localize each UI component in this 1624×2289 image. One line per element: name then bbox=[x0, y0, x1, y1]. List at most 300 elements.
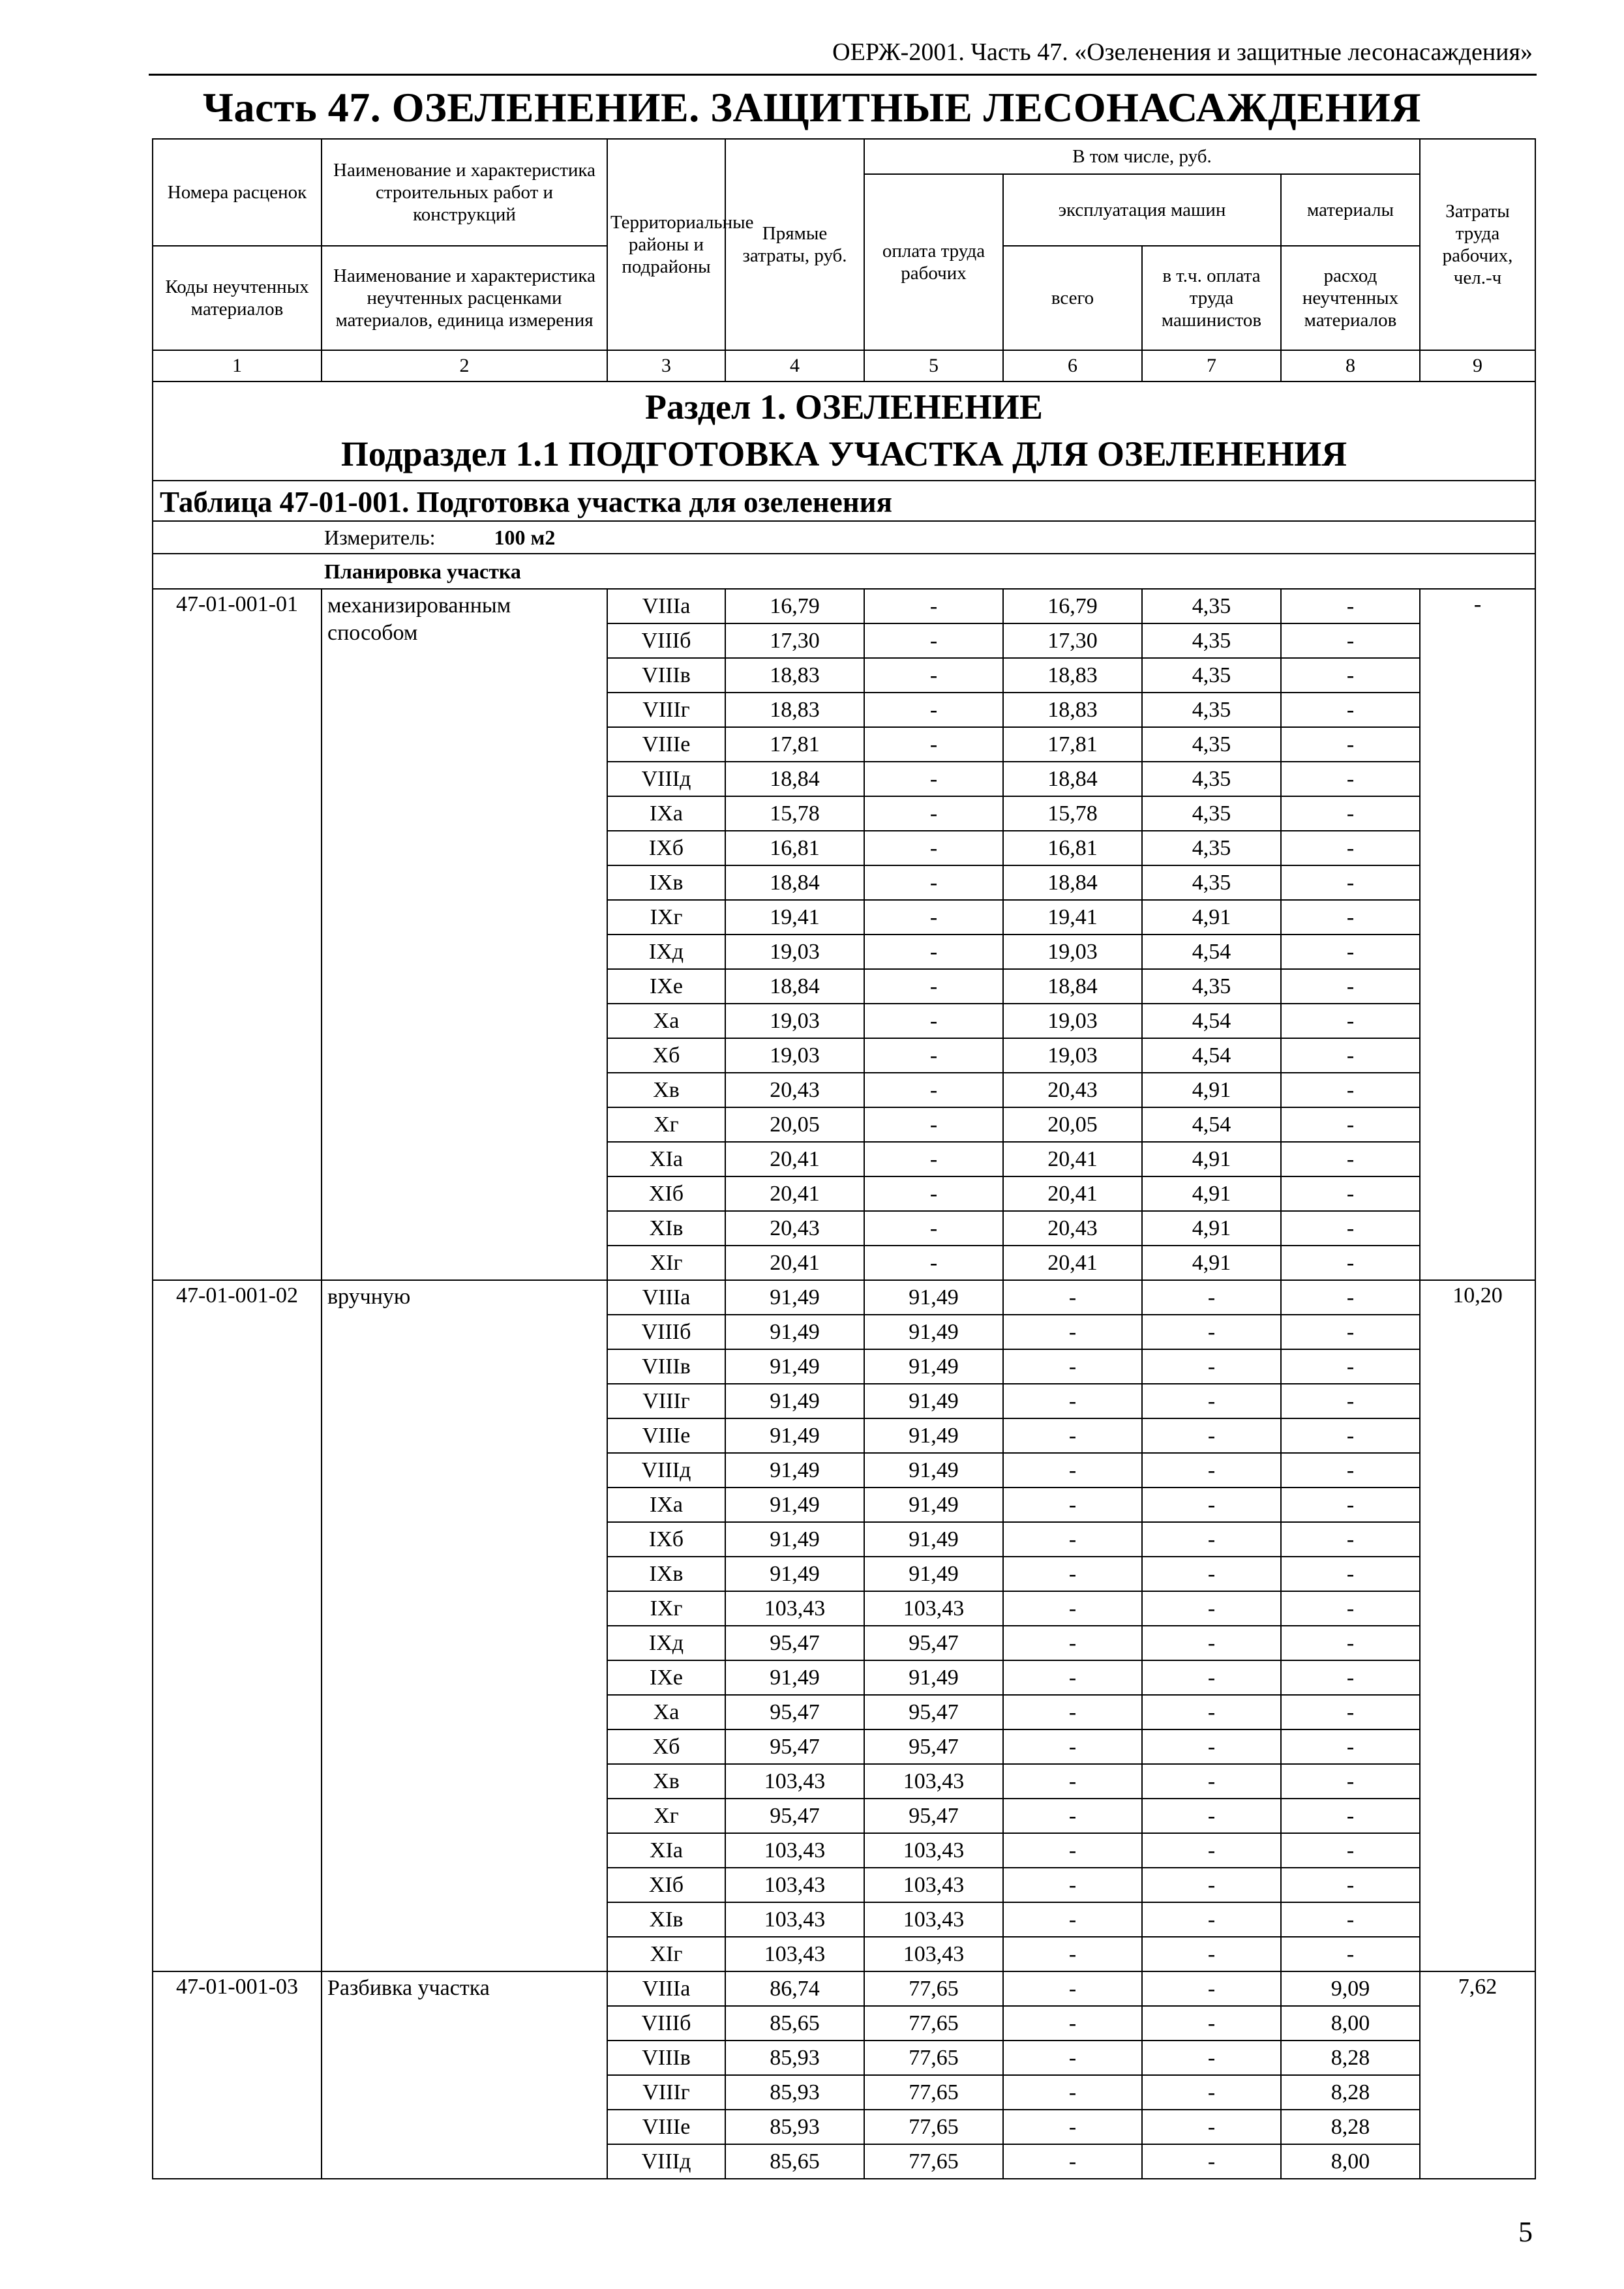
machines-cell: 18,84 bbox=[1003, 969, 1142, 1004]
materials-cell: - bbox=[1281, 589, 1420, 623]
table-row bbox=[153, 1971, 1535, 2006]
machinist-wages-cell: 4,35 bbox=[1142, 969, 1281, 1004]
direct-cost-cell: 91,49 bbox=[725, 1349, 864, 1384]
wages-cell: 91,49 bbox=[864, 1557, 1003, 1591]
materials-cell: 8,28 bbox=[1281, 2041, 1420, 2075]
materials-cell: - bbox=[1281, 865, 1420, 900]
machines-cell: - bbox=[1003, 2006, 1142, 2041]
materials-cell: - bbox=[1281, 1211, 1420, 1246]
direct-cost-cell: 91,49 bbox=[725, 1453, 864, 1488]
machinist-wages-cell: - bbox=[1142, 1971, 1281, 2006]
materials-cell: - bbox=[1281, 1315, 1420, 1349]
machinist-wages-cell: 4,35 bbox=[1142, 796, 1281, 831]
machines-cell: - bbox=[1003, 2144, 1142, 2179]
direct-cost-cell: 85,93 bbox=[725, 2075, 864, 2110]
materials-cell: - bbox=[1281, 727, 1420, 762]
district-cell: VIIIб bbox=[607, 1315, 725, 1349]
machines-cell: 17,81 bbox=[1003, 727, 1142, 762]
direct-cost-cell: 95,47 bbox=[725, 1799, 864, 1833]
wages-cell: 91,49 bbox=[864, 1418, 1003, 1453]
machines-cell: 15,78 bbox=[1003, 796, 1142, 831]
machinist-wages-cell: - bbox=[1142, 1591, 1281, 1626]
materials-cell: - bbox=[1281, 1660, 1420, 1695]
materials-cell: - bbox=[1281, 1349, 1420, 1384]
machines-cell: 18,84 bbox=[1003, 762, 1142, 796]
materials-cell: - bbox=[1281, 762, 1420, 796]
district-cell: IXа bbox=[607, 1488, 725, 1522]
machinist-wages-cell: 4,35 bbox=[1142, 762, 1281, 796]
machines-cell: 16,81 bbox=[1003, 831, 1142, 865]
direct-cost-cell: 15,78 bbox=[725, 796, 864, 831]
header-material-names: Наименование и характеристика неучтенных расценками материалов, единица измерения bbox=[322, 246, 607, 350]
machines-cell: - bbox=[1003, 1799, 1142, 1833]
machinist-wages-cell: - bbox=[1142, 1937, 1281, 1971]
column-number: 6 bbox=[1003, 350, 1142, 382]
district-cell: Xв bbox=[607, 1764, 725, 1799]
district-cell: XIа bbox=[607, 1833, 725, 1868]
machinist-wages-cell: - bbox=[1142, 1799, 1281, 1833]
machinist-wages-cell: - bbox=[1142, 1453, 1281, 1488]
wages-cell: 103,43 bbox=[864, 1833, 1003, 1868]
wages-cell: - bbox=[864, 727, 1003, 762]
machines-cell: - bbox=[1003, 1418, 1142, 1453]
wages-cell: 77,65 bbox=[864, 2006, 1003, 2041]
machines-cell: 20,05 bbox=[1003, 1107, 1142, 1142]
machinist-wages-cell: - bbox=[1142, 1660, 1281, 1695]
district-cell: IXв bbox=[607, 1557, 725, 1591]
direct-cost-cell: 17,81 bbox=[725, 727, 864, 762]
materials-cell: - bbox=[1281, 1902, 1420, 1937]
column-number: 8 bbox=[1281, 350, 1420, 382]
direct-cost-cell: 19,03 bbox=[725, 1004, 864, 1038]
machinist-wages-cell: 4,35 bbox=[1142, 623, 1281, 658]
column-number: 9 bbox=[1420, 350, 1535, 382]
district-cell: IXд bbox=[607, 935, 725, 969]
district-cell: VIIIа bbox=[607, 589, 725, 623]
machinist-wages-cell: - bbox=[1142, 1384, 1281, 1418]
machines-cell: - bbox=[1003, 1971, 1142, 2006]
machines-cell: - bbox=[1003, 1280, 1142, 1315]
materials-cell: - bbox=[1281, 1729, 1420, 1764]
direct-cost-cell: 19,03 bbox=[725, 935, 864, 969]
wages-cell: 103,43 bbox=[864, 1937, 1003, 1971]
materials-cell: 8,28 bbox=[1281, 2075, 1420, 2110]
materials-cell: 9,09 bbox=[1281, 1971, 1420, 2006]
wages-cell: 95,47 bbox=[864, 1626, 1003, 1660]
header-materials: материалы bbox=[1281, 174, 1420, 246]
machinist-wages-cell: - bbox=[1142, 2110, 1281, 2144]
district-cell: VIIIд bbox=[607, 1453, 725, 1488]
machines-cell: - bbox=[1003, 1315, 1142, 1349]
machines-cell: - bbox=[1003, 1660, 1142, 1695]
wages-cell: - bbox=[864, 762, 1003, 796]
wages-cell: 91,49 bbox=[864, 1280, 1003, 1315]
machinist-wages-cell: - bbox=[1142, 2075, 1281, 2110]
rate-code: 47-01-001-01 bbox=[153, 589, 322, 1280]
machinist-wages-cell: - bbox=[1142, 1349, 1281, 1384]
direct-cost-cell: 95,47 bbox=[725, 1729, 864, 1764]
direct-cost-cell: 16,81 bbox=[725, 831, 864, 865]
machines-cell: - bbox=[1003, 1591, 1142, 1626]
machines-cell: 20,43 bbox=[1003, 1211, 1142, 1246]
direct-cost-cell: 85,65 bbox=[725, 2144, 864, 2179]
materials-cell: - bbox=[1281, 1557, 1420, 1591]
running-header: ОЕРЖ-2001. Часть 47. «Озеленения и защитные лесонасаждения» bbox=[832, 38, 1533, 66]
wages-cell: 91,49 bbox=[864, 1453, 1003, 1488]
materials-cell: - bbox=[1281, 1591, 1420, 1626]
materials-cell: - bbox=[1281, 969, 1420, 1004]
wages-cell: 103,43 bbox=[864, 1591, 1003, 1626]
machines-cell: 18,83 bbox=[1003, 658, 1142, 693]
rates-table-container bbox=[152, 138, 1535, 2179]
materials-cell: - bbox=[1281, 796, 1420, 831]
materials-cell: - bbox=[1281, 1176, 1420, 1211]
district-cell: VIIIе bbox=[607, 1418, 725, 1453]
direct-cost-cell: 91,49 bbox=[725, 1384, 864, 1418]
district-cell: XIв bbox=[607, 1902, 725, 1937]
materials-cell: - bbox=[1281, 693, 1420, 727]
machines-cell: - bbox=[1003, 1729, 1142, 1764]
machinist-wages-cell: 4,35 bbox=[1142, 693, 1281, 727]
machinist-wages-cell: 4,91 bbox=[1142, 1073, 1281, 1107]
district-cell: Xб bbox=[607, 1729, 725, 1764]
machinist-wages-cell: - bbox=[1142, 1488, 1281, 1522]
machines-cell: 20,41 bbox=[1003, 1176, 1142, 1211]
rate-name: Разбивка участка bbox=[322, 1971, 607, 2179]
district-cell: IXд bbox=[607, 1626, 725, 1660]
machinist-wages-cell: 4,54 bbox=[1142, 935, 1281, 969]
machines-cell: 19,41 bbox=[1003, 900, 1142, 935]
materials-cell: - bbox=[1281, 935, 1420, 969]
subsection-title: Подраздел 1.1 ПОДГОТОВКА УЧАСТКА ДЛЯ ОЗЕЛЕНЕНИЯ bbox=[340, 434, 1347, 473]
materials-cell: - bbox=[1281, 900, 1420, 935]
district-cell: VIIIг bbox=[607, 1384, 725, 1418]
direct-cost-cell: 19,41 bbox=[725, 900, 864, 935]
machinist-wages-cell: - bbox=[1142, 1626, 1281, 1660]
district-cell: IXг bbox=[607, 900, 725, 935]
materials-cell: - bbox=[1281, 1107, 1420, 1142]
machinist-wages-cell: - bbox=[1142, 1833, 1281, 1868]
column-number: 1 bbox=[153, 350, 322, 382]
district-cell: VIIIб bbox=[607, 623, 725, 658]
district-cell: VIIIг bbox=[607, 693, 725, 727]
district-cell: VIIIе bbox=[607, 2110, 725, 2144]
part-title: Часть 47. ОЗЕЛЕНЕНИЕ. ЗАЩИТНЫЕ ЛЕСОНАСАЖДЕНИЯ bbox=[203, 84, 1421, 130]
wages-cell: - bbox=[864, 1038, 1003, 1073]
page-number: 5 bbox=[1518, 2216, 1533, 2248]
materials-cell: - bbox=[1281, 1488, 1420, 1522]
materials-cell: - bbox=[1281, 1280, 1420, 1315]
wages-cell: - bbox=[864, 935, 1003, 969]
table-row bbox=[153, 589, 1535, 623]
district-cell: VIIIв bbox=[607, 2041, 725, 2075]
direct-cost-cell: 19,03 bbox=[725, 1038, 864, 1073]
machines-cell: - bbox=[1003, 2041, 1142, 2075]
direct-cost-cell: 91,49 bbox=[725, 1522, 864, 1557]
direct-cost-cell: 85,93 bbox=[725, 2041, 864, 2075]
machines-cell: - bbox=[1003, 1833, 1142, 1868]
wages-cell: - bbox=[864, 658, 1003, 693]
machinist-wages-cell: - bbox=[1142, 1695, 1281, 1729]
materials-cell: 8,28 bbox=[1281, 2110, 1420, 2144]
materials-cell: - bbox=[1281, 1038, 1420, 1073]
machines-cell: 16,79 bbox=[1003, 589, 1142, 623]
machines-cell: 20,41 bbox=[1003, 1246, 1142, 1280]
direct-cost-cell: 103,43 bbox=[725, 1937, 864, 1971]
machinist-wages-cell: 4,35 bbox=[1142, 865, 1281, 900]
machines-cell: - bbox=[1003, 1384, 1142, 1418]
wages-cell: 77,65 bbox=[864, 2075, 1003, 2110]
materials-cell: - bbox=[1281, 1522, 1420, 1557]
direct-cost-cell: 20,41 bbox=[725, 1142, 864, 1176]
district-cell: IXе bbox=[607, 969, 725, 1004]
machinist-wages-cell: - bbox=[1142, 1418, 1281, 1453]
machines-cell: 19,03 bbox=[1003, 1004, 1142, 1038]
district-cell: IXб bbox=[607, 1522, 725, 1557]
district-cell: VIIIд bbox=[607, 762, 725, 796]
district-cell: Xг bbox=[607, 1107, 725, 1142]
machines-cell: - bbox=[1003, 1764, 1142, 1799]
district-cell: IXг bbox=[607, 1591, 725, 1626]
machinist-wages-cell: - bbox=[1142, 1315, 1281, 1349]
wages-cell: 103,43 bbox=[864, 1868, 1003, 1902]
materials-cell: - bbox=[1281, 831, 1420, 865]
machines-cell: 19,03 bbox=[1003, 935, 1142, 969]
materials-cell: 8,00 bbox=[1281, 2144, 1420, 2179]
district-cell: VIIIд bbox=[607, 2144, 725, 2179]
wages-cell: 103,43 bbox=[864, 1902, 1003, 1937]
materials-cell: - bbox=[1281, 1937, 1420, 1971]
wages-cell: 77,65 bbox=[864, 2144, 1003, 2179]
direct-cost-cell: 85,93 bbox=[725, 2110, 864, 2144]
wages-cell: 91,49 bbox=[864, 1488, 1003, 1522]
wages-cell: - bbox=[864, 1211, 1003, 1246]
machinist-wages-cell: 4,54 bbox=[1142, 1004, 1281, 1038]
direct-cost-cell: 91,49 bbox=[725, 1557, 864, 1591]
header-worker-wages: оплата труда рабочих bbox=[864, 174, 1003, 350]
materials-cell: - bbox=[1281, 1833, 1420, 1868]
district-cell: XIг bbox=[607, 1937, 725, 1971]
direct-cost-cell: 18,84 bbox=[725, 762, 864, 796]
column-number: 2 bbox=[322, 350, 607, 382]
header-territorial-districts: Территориальные районы и подрайоны bbox=[607, 139, 725, 350]
machines-cell: 19,03 bbox=[1003, 1038, 1142, 1073]
district-cell: XIг bbox=[607, 1246, 725, 1280]
header-including: В том числе, руб. bbox=[864, 139, 1420, 174]
machines-cell: - bbox=[1003, 1522, 1142, 1557]
machinist-wages-cell: - bbox=[1142, 1902, 1281, 1937]
materials-cell: 8,00 bbox=[1281, 2006, 1420, 2041]
header-material-codes: Коды неучтенных материалов bbox=[153, 246, 322, 350]
header-work-name: Наименование и характеристика строительных работ и конструкций bbox=[322, 139, 607, 246]
materials-cell: - bbox=[1281, 1073, 1420, 1107]
district-cell: Xа bbox=[607, 1695, 725, 1729]
machinist-wages-cell: 4,35 bbox=[1142, 831, 1281, 865]
section-heading bbox=[153, 382, 1535, 481]
materials-cell: - bbox=[1281, 658, 1420, 693]
materials-cell: - bbox=[1281, 1453, 1420, 1488]
direct-cost-cell: 103,43 bbox=[725, 1902, 864, 1937]
machinist-wages-cell: 4,35 bbox=[1142, 658, 1281, 693]
machinist-wages-cell: 4,54 bbox=[1142, 1107, 1281, 1142]
direct-cost-cell: 18,84 bbox=[725, 865, 864, 900]
column-number: 4 bbox=[725, 350, 864, 382]
machinist-wages-cell: - bbox=[1142, 1522, 1281, 1557]
district-cell: IXа bbox=[607, 796, 725, 831]
district-cell: XIа bbox=[607, 1142, 725, 1176]
rate-name: механизированным способом bbox=[322, 589, 607, 1280]
direct-cost-cell: 18,83 bbox=[725, 658, 864, 693]
direct-cost-cell: 85,65 bbox=[725, 2006, 864, 2041]
machines-cell: - bbox=[1003, 1488, 1142, 1522]
rate-code: 47-01-001-02 bbox=[153, 1280, 322, 1971]
direct-cost-cell: 103,43 bbox=[725, 1868, 864, 1902]
machines-cell: - bbox=[1003, 1349, 1142, 1384]
district-cell: IXб bbox=[607, 831, 725, 865]
materials-cell: - bbox=[1281, 1142, 1420, 1176]
header-rule bbox=[149, 74, 1537, 76]
direct-cost-cell: 18,84 bbox=[725, 969, 864, 1004]
wages-cell: - bbox=[864, 1004, 1003, 1038]
machinist-wages-cell: 4,35 bbox=[1142, 727, 1281, 762]
machinist-wages-cell: - bbox=[1142, 1764, 1281, 1799]
machines-cell: - bbox=[1003, 1695, 1142, 1729]
direct-cost-cell: 86,74 bbox=[725, 1971, 864, 2006]
district-cell: VIIIе bbox=[607, 727, 725, 762]
machines-cell: - bbox=[1003, 1557, 1142, 1591]
column-number: 3 bbox=[607, 350, 725, 382]
wages-cell: 91,49 bbox=[864, 1349, 1003, 1384]
table-header bbox=[153, 139, 1535, 350]
machinist-wages-cell: - bbox=[1142, 1868, 1281, 1902]
district-cell: XIб bbox=[607, 1176, 725, 1211]
direct-cost-cell: 103,43 bbox=[725, 1764, 864, 1799]
district-cell: VIIIв bbox=[607, 658, 725, 693]
direct-cost-cell: 20,43 bbox=[725, 1211, 864, 1246]
machines-cell: - bbox=[1003, 1453, 1142, 1488]
direct-cost-cell: 20,41 bbox=[725, 1176, 864, 1211]
column-number: 5 bbox=[864, 350, 1003, 382]
district-cell: VIIIа bbox=[607, 1971, 725, 2006]
machinist-wages-cell: - bbox=[1142, 2144, 1281, 2179]
direct-cost-cell: 103,43 bbox=[725, 1591, 864, 1626]
header-rate-numbers: Номера расценок bbox=[153, 139, 322, 246]
wages-cell: - bbox=[864, 796, 1003, 831]
wages-cell: 77,65 bbox=[864, 1971, 1003, 2006]
machines-cell: 17,30 bbox=[1003, 623, 1142, 658]
wages-cell: - bbox=[864, 1142, 1003, 1176]
header-material-consumption: расход неучтенных материалов bbox=[1281, 246, 1420, 350]
header-machine-operation: эксплуатация машин bbox=[1003, 174, 1281, 246]
direct-cost-cell: 18,83 bbox=[725, 693, 864, 727]
district-cell: VIIIг bbox=[607, 2075, 725, 2110]
materials-cell: - bbox=[1281, 1695, 1420, 1729]
direct-cost-cell: 103,43 bbox=[725, 1833, 864, 1868]
district-cell: Xг bbox=[607, 1799, 725, 1833]
wages-cell: 95,47 bbox=[864, 1695, 1003, 1729]
wages-cell: - bbox=[864, 831, 1003, 865]
district-cell: XIв bbox=[607, 1211, 725, 1246]
wages-cell: - bbox=[864, 1107, 1003, 1142]
materials-cell: - bbox=[1281, 1384, 1420, 1418]
direct-cost-cell: 20,05 bbox=[725, 1107, 864, 1142]
machines-cell: 20,43 bbox=[1003, 1073, 1142, 1107]
wages-cell: 103,43 bbox=[864, 1764, 1003, 1799]
header-machinist-wages: в т.ч. оплата труда машинистов bbox=[1142, 246, 1281, 350]
materials-cell: - bbox=[1281, 1764, 1420, 1799]
district-cell: IXв bbox=[607, 865, 725, 900]
rate-name: вручную bbox=[322, 1280, 607, 1971]
wages-cell: - bbox=[864, 589, 1003, 623]
machinist-wages-cell: 4,91 bbox=[1142, 1142, 1281, 1176]
wages-cell: 91,49 bbox=[864, 1522, 1003, 1557]
direct-cost-cell: 91,49 bbox=[725, 1280, 864, 1315]
machines-cell: - bbox=[1003, 2075, 1142, 2110]
header-labor-costs: Затраты труда рабочих, чел.-ч bbox=[1420, 139, 1535, 350]
materials-cell: - bbox=[1281, 1799, 1420, 1833]
meter-label: Измеритель: bbox=[324, 525, 436, 549]
wages-cell: - bbox=[864, 1176, 1003, 1211]
header-machines-total: всего bbox=[1003, 246, 1142, 350]
district-cell: Xб bbox=[607, 1038, 725, 1073]
district-cell: VIIIа bbox=[607, 1280, 725, 1315]
header-direct-costs: Прямые затраты, руб. bbox=[725, 139, 864, 350]
machinist-wages-cell: - bbox=[1142, 1280, 1281, 1315]
materials-cell: - bbox=[1281, 1868, 1420, 1902]
wages-cell: - bbox=[864, 900, 1003, 935]
machines-cell: - bbox=[1003, 1902, 1142, 1937]
district-cell: VIIIв bbox=[607, 1349, 725, 1384]
direct-cost-cell: 95,47 bbox=[725, 1695, 864, 1729]
wages-cell: 91,49 bbox=[864, 1315, 1003, 1349]
table-row bbox=[153, 1280, 1535, 1315]
wages-cell: - bbox=[864, 969, 1003, 1004]
wages-cell: 77,65 bbox=[864, 2110, 1003, 2144]
wages-cell: - bbox=[864, 1073, 1003, 1107]
machinist-wages-cell: 4,91 bbox=[1142, 1246, 1281, 1280]
machines-cell: - bbox=[1003, 1626, 1142, 1660]
direct-cost-cell: 17,30 bbox=[725, 623, 864, 658]
rates-table bbox=[152, 138, 1536, 2179]
labor-cost-cell: 7,62 bbox=[1420, 1971, 1535, 2179]
district-cell: Xв bbox=[607, 1073, 725, 1107]
district-cell: XIб bbox=[607, 1868, 725, 1902]
meter-line bbox=[153, 521, 1535, 554]
meter-value: 100 м2 bbox=[494, 525, 556, 549]
direct-cost-cell: 20,43 bbox=[725, 1073, 864, 1107]
machines-cell: - bbox=[1003, 2110, 1142, 2144]
materials-cell: - bbox=[1281, 1004, 1420, 1038]
machinist-wages-cell: - bbox=[1142, 2041, 1281, 2075]
rate-code: 47-01-001-03 bbox=[153, 1971, 322, 2179]
machinist-wages-cell: 4,54 bbox=[1142, 1038, 1281, 1073]
wages-cell: 95,47 bbox=[864, 1799, 1003, 1833]
materials-cell: - bbox=[1281, 623, 1420, 658]
direct-cost-cell: 20,41 bbox=[725, 1246, 864, 1280]
machines-cell: - bbox=[1003, 1868, 1142, 1902]
direct-cost-cell: 91,49 bbox=[725, 1660, 864, 1695]
table-title: Таблица 47-01-001. Подготовка участка для озеленения bbox=[153, 481, 1535, 521]
district-cell: Xа bbox=[607, 1004, 725, 1038]
machines-cell: 18,83 bbox=[1003, 693, 1142, 727]
machinist-wages-cell: 4,35 bbox=[1142, 589, 1281, 623]
wages-cell: - bbox=[864, 623, 1003, 658]
machinist-wages-cell: 4,91 bbox=[1142, 1211, 1281, 1246]
machines-cell: 20,41 bbox=[1003, 1142, 1142, 1176]
machines-cell: 18,84 bbox=[1003, 865, 1142, 900]
district-cell: IXе bbox=[607, 1660, 725, 1695]
wages-cell: 91,49 bbox=[864, 1384, 1003, 1418]
